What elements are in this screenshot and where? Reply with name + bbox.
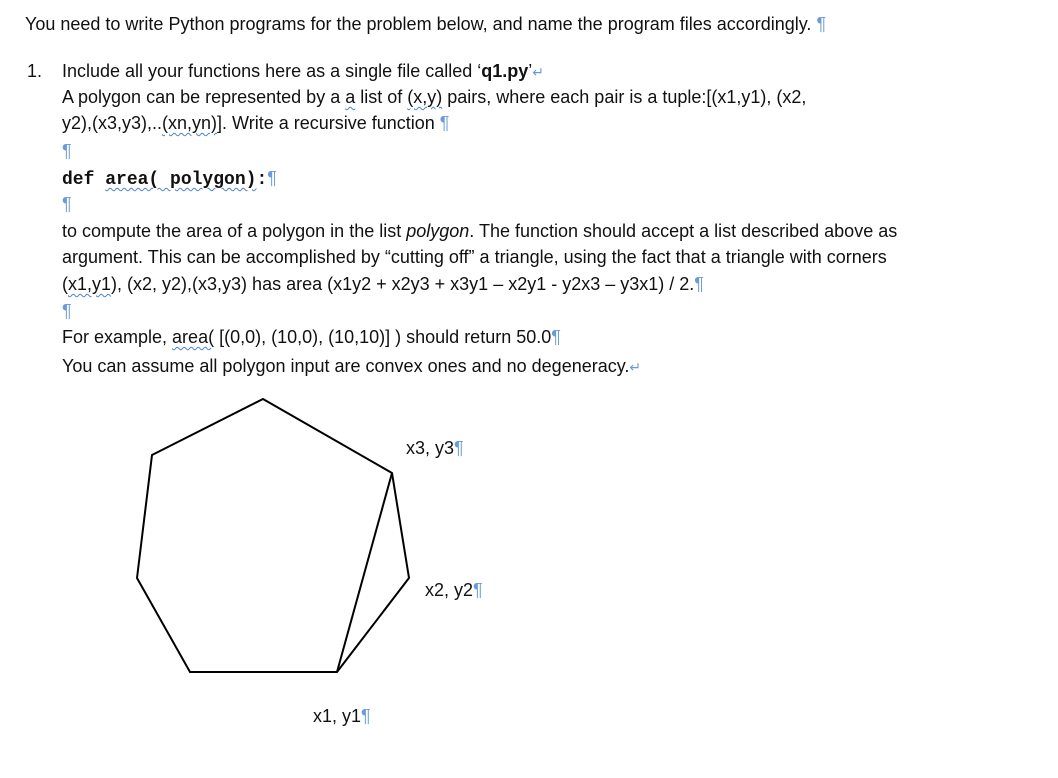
para2-line2: argument. This can be accomplished by “cutting off” a triangle, using the fact that a triangle with corners xyxy=(62,247,887,267)
pilcrow-mark: ¶ xyxy=(454,438,464,458)
intro-text: You need to write Python programs for the problem below, and name the program files accordingly. xyxy=(25,14,812,34)
vertex-label-x2y2-text: x2, y2 xyxy=(425,580,474,600)
vertex-label-x1y1-text: x1, y1 xyxy=(313,706,362,726)
p1-line2-a: y2),(x3,y3),.. xyxy=(62,113,163,133)
vertex-label-x3y3-text: x3, y3 xyxy=(406,438,455,458)
vertex-label-x2y2 xyxy=(425,578,483,602)
p2-line3-a: ( xyxy=(62,274,68,294)
triangle-cut-edge xyxy=(337,473,392,672)
item-title-post: ’ xyxy=(528,61,533,81)
pilcrow-mark: ¶ xyxy=(62,301,72,321)
example-text-c: [(0,0), (10,0), (10,10)] ) should return 50.0 xyxy=(214,327,552,347)
code-keyword: def xyxy=(62,170,106,190)
p1-text-b: a xyxy=(345,87,356,107)
pilcrow-mark: ¶ xyxy=(62,194,72,214)
code-colon: : xyxy=(256,170,268,190)
p2-line3-c: ), (x2, y2),(x3,y3) has area (x1y2 + x2y3 + x3y1 – x2y1 - y2x3 – y3x1) / 2. xyxy=(111,274,695,294)
code-function: area( polygon) xyxy=(105,170,257,190)
pilcrow-mark: ¶ xyxy=(439,113,450,133)
pilcrow-mark: ¶ xyxy=(816,14,827,34)
vertex-label-x1y1 xyxy=(313,704,371,728)
assumption-text: You can assume all polygon input are convex ones and no degeneracy. xyxy=(62,356,630,376)
line-break-mark: ↵ xyxy=(532,64,544,80)
p1-line2-b: (xn,yn) xyxy=(162,113,218,133)
p1-line2-c: ]. Write a recursive function xyxy=(217,113,440,133)
pilcrow-mark: ¶ xyxy=(62,141,72,161)
p2-text-b: polygon xyxy=(406,221,470,241)
item-title-file: q1.py xyxy=(481,61,529,81)
example-text-b: area( xyxy=(172,327,215,347)
line-break-mark: ↵ xyxy=(629,359,642,375)
heptagon-outline xyxy=(137,399,409,672)
p2-text-a: to compute the area of a polygon in the list xyxy=(62,221,407,241)
p1-text-a: A polygon can be represented by a xyxy=(62,87,346,107)
vertex-label-x3y3 xyxy=(406,436,464,460)
p2-line3-b: x1,y1 xyxy=(68,274,112,294)
pilcrow-mark: ¶ xyxy=(694,274,704,294)
p1-text-c: list of xyxy=(355,87,408,107)
pilcrow-mark: ¶ xyxy=(551,327,561,347)
p1-text-d: (x,y) xyxy=(407,87,443,107)
pilcrow-mark: ¶ xyxy=(361,706,371,726)
p1-text-e: pairs, where each pair is a tuple:[(x1,y1), (x2, xyxy=(442,87,807,107)
pilcrow-mark: ¶ xyxy=(267,168,277,188)
item-title-pre: Include all your functions here as a single file called ‘ xyxy=(62,61,482,81)
pilcrow-mark: ¶ xyxy=(473,580,483,600)
item-number: 1. xyxy=(27,61,43,81)
example-text-a: For example, xyxy=(62,327,173,347)
p2-text-c: . The function should accept a list described above as xyxy=(469,221,898,241)
